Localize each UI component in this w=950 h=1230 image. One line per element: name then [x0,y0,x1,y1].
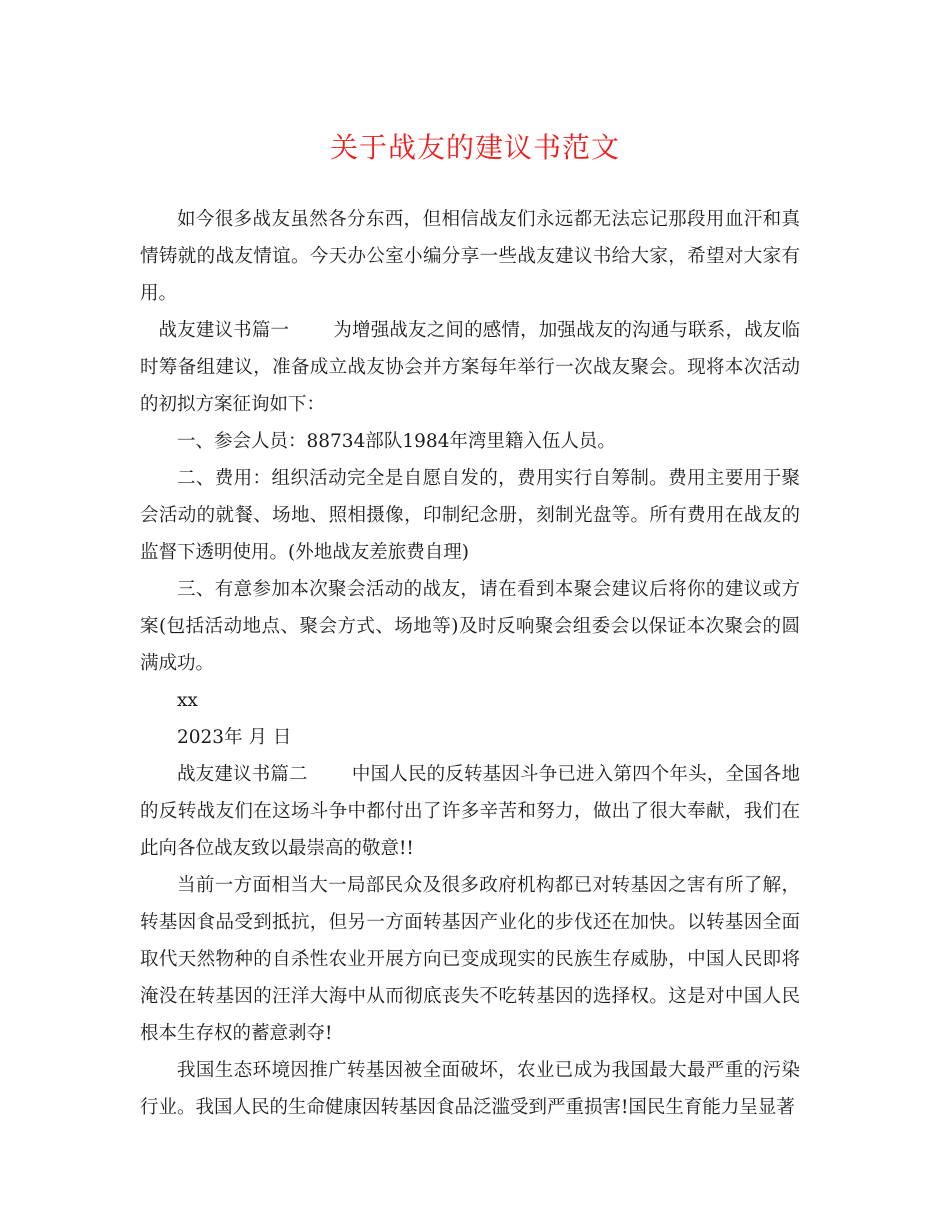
document-body [140,201,800,1126]
paragraph-section-two [140,756,800,867]
document-title: 关于战友的建议书范文 [329,131,620,164]
section-one-text: 为增强战友之间的感情，加强战友的沟通与联系，战友临时筹备组建议，准备成立战友协会并方案每年举行一次战友聚会。现将本次活动的初拟方案征询如下： [140,320,800,415]
paragraph-intro: 如今很多战友虽然各分东西，但相信战友们永远都无法忘记那段用血汗和真情铸就的战友情谊。今天办公室小编分享一些战友建议书给大家，希望对大家有用。 [140,209,800,304]
section-two-heading: 战友建议书篇二 [177,764,308,785]
paragraph-ecology: 我国生态环境因推广转基因被全面破坏，农业已成为我国最大最严重的污染行业。我国人民的生命健康因转基因食品泛滥受到严重损害!国民生育能力呈显著 [140,1060,800,1118]
section-one-heading: 战友建议书篇一 [158,320,290,341]
paragraph-section-one [140,312,800,423]
signature: xx [177,690,198,711]
paragraph-participation: 三、有意参加本次聚会活动的战友，请在看到本聚会建议后将你的建议或方案(包括活动地点、聚会方式、场地等)及时反响聚会组委会以保证本次聚会的圆满成功。 [140,579,800,674]
section-two-text: 中国人民的反转基因斗争已进入第四个年头，全国各地的反转战友们在这场斗争中都付出了许多辛苦和努力，做出了很大奉献，我们在此向各位战友致以最崇高的敬意!! [140,764,800,859]
date-line: 2023年 月 日 [177,727,292,748]
paragraph-costs: 二、费用：组织活动完全是自愿自发的，费用实行自筹制。费用主要用于聚会活动的就餐、场地、照相摄像，印制纪念册，刻制光盘等。所有费用在战友的监督下透明使用。(外地战友差旅费自理) [140,468,800,563]
paragraph-current-situation: 当前一方面相当大一局部民众及很多政府机构都已对转基因之害有所了解，转基因食品受到抵抗，但另一方面转基因产业化的步伐还在加快。以转基因全面取代天然物种的自杀性农业开展方向已变成现实的民族生存威胁，中国人民即将淹没在转基因的汪洋大海中从而彻底丧失不吃转基因的选择权。这是对中国人民根本生存权的蓄意剥夺! [140,875,800,1044]
paragraph-attendees: 一、参会人员：88734部队1984年湾里籍入伍人员。 [177,431,616,452]
